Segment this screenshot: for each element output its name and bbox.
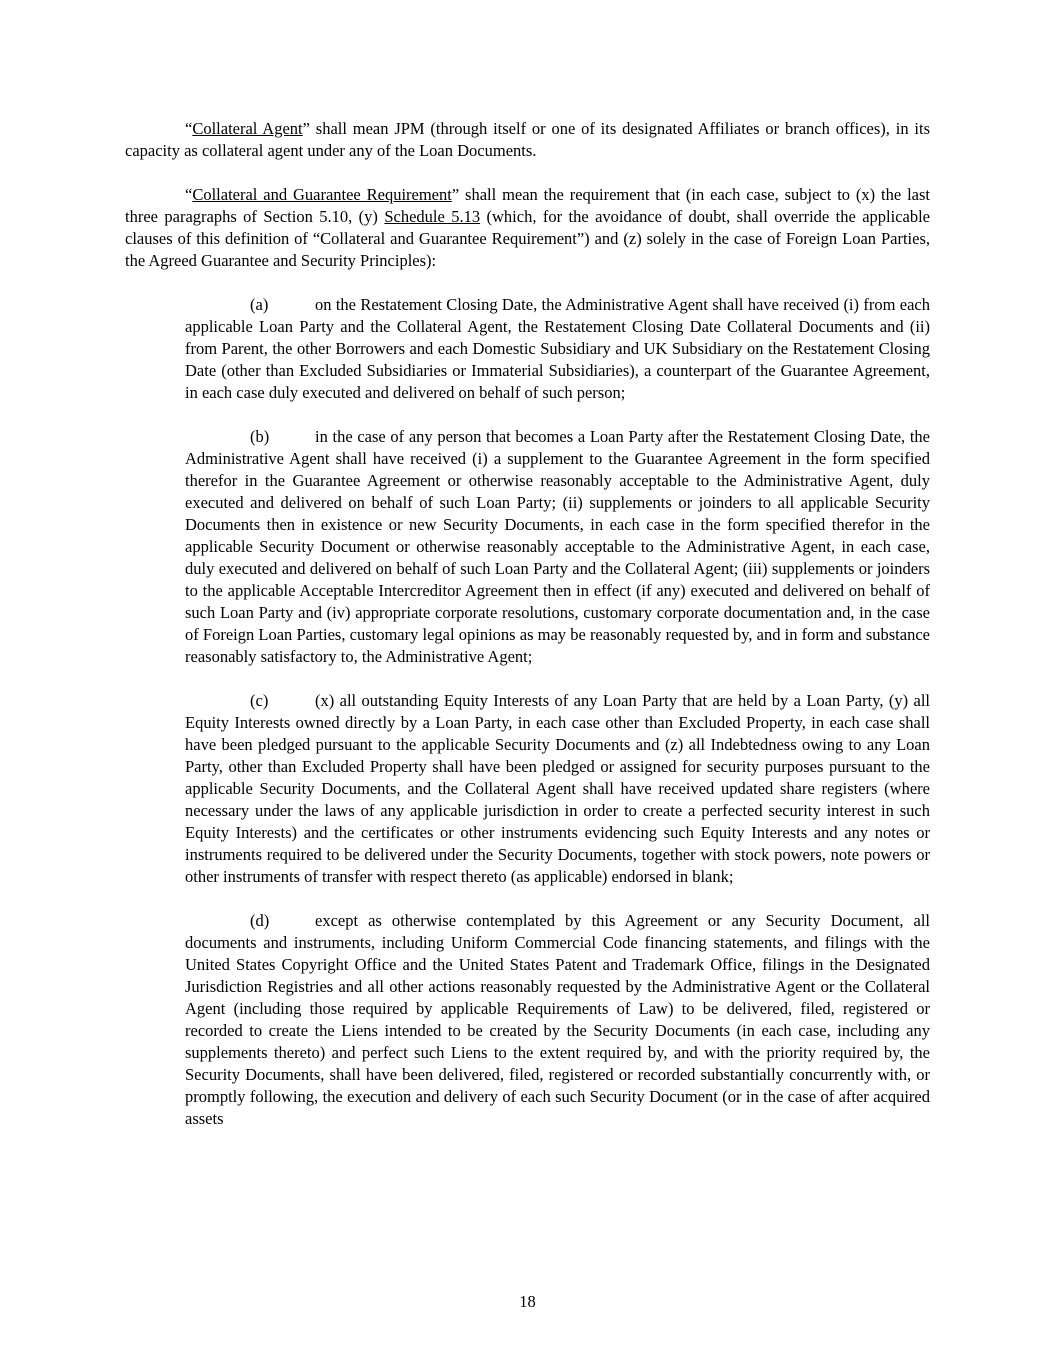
sub-paragraph-label: (a) <box>250 295 269 314</box>
sub-paragraph-label: (c) <box>250 691 269 710</box>
text-run: ” shall mean JPM (through itself or one of its designated Affiliates or branch offices), in its capacity as collateral agent under any of the Loan Documents. <box>125 119 930 160</box>
paragraph <box>125 118 930 162</box>
sub-paragraph-c <box>185 690 930 888</box>
sub-paragraph-label: (b) <box>250 427 270 446</box>
paragraph <box>125 184 930 272</box>
text-run: in the case of any person that becomes a Loan Party after the Restatement Closing Date, the Administrative Agent shall have received (i) a supplement to the Guarantee Agreement in the form specified therefor in the Guarantee Agreement or otherwise reasonably acceptable to the Administrative Agent, duly executed and delivered on behalf of such Loan Party; (ii) supplements or joinders to all applicable Security Documents then in existence or new Security Documents, in each case in the form specified therefor in the applicable Security Document or otherwise reasonably acceptable to the Administrative Agent, in each case, duly executed and delivered on behalf of such Loan Party and the Collateral Agent; (iii) supplements or joinders to the applicable Acceptable Intercreditor Agreement then in effect (if any) executed and delivered on behalf of such Loan Party and (iv) appropriate corporate resolutions, customary corporate documentation and, in the case of Foreign Loan Parties, customary legal opinions as may be reasonably requested by, and in form and substance reasonably satisfactory to, the Administrative Agent; <box>185 427 930 666</box>
sub-paragraph-b <box>185 426 930 668</box>
sub-paragraph-label: (d) <box>250 911 270 930</box>
text-run: except as otherwise contemplated by this Agreement or any Security Document, all documents and instruments, including Uniform Commercial Code financing statements, and filings with the United States Copyright Office and the United States Patent and Trademark Office, filings in the Designated Jurisdiction Registries and all other actions reasonably requested by the Administrative Agent or the Collateral Agent (including those required by applicable Requirements of Law) to be delivered, filed, registered or recorded to create the Liens intended to be created by the Security Documents (in each case, including any supplements thereto) and perfect such Liens to the extent required by, and with the priority required by, the Security Documents, shall have been delivered, filed, registered or recorded substantially concurrently with, or promptly following, the execution and delivery of each such Security Document (or in the case of after acquired assets <box>185 911 930 1128</box>
defined-term: Collateral Agent <box>192 119 303 138</box>
defined-term: Collateral and Guarantee Requirement <box>192 185 452 204</box>
text-run: ” shall mean the requirement that (in each case, subject to (x) the last three paragraphs of Section 5.10, (y) <box>125 185 930 226</box>
text-run: on the Restatement Closing Date, the Administrative Agent shall have received (i) from each applicable Loan Party and the Collateral Agent, the Restatement Closing Date Collateral Documents and (ii) from Parent, the other Borrowers and each Domestic Subsidiary and UK Subsidiary on the Restatement Closing Date (other than Excluded Subsidiaries or Immaterial Subsidiaries), a counterpart of the Guarantee Agreement, in each case duly executed and delivered on behalf of such person; <box>185 295 930 402</box>
page-number: 18 <box>519 1292 536 1311</box>
document-body <box>125 118 930 1130</box>
defined-term: Schedule 5.13 <box>384 207 481 226</box>
text-run: (which, for the avoidance of doubt, shall override the applicable clauses of this definition of “Collateral and Guarantee Requirement”) and (z) solely in the case of Foreign Loan Parties, the Agreed Guarantee and Security Principles): <box>125 207 931 270</box>
text-run: “ <box>185 119 193 138</box>
text-run: (x) all outstanding Equity Interests of any Loan Party that are held by a Loan Party, (y) all Equity Interests owned directly by a Loan Party, in each case other than Excluded Property, in each case shall have been pledged pursuant to the applicable Security Documents and (z) all Indebtedness owing to any Loan Party, other than Excluded Property shall have been pledged or assigned for security purposes pursuant to the applicable Security Documents, and the Collateral Agent shall have received updated share registers (where necessary under the laws of any applicable jurisdiction in order to create a perfected security interest in such Equity Interests) and the certificates or other instruments evidencing such Equity Interests and any notes or instruments required to be delivered under the Security Documents, together with stock powers, note powers or other instruments of transfer with respect thereto (as applicable) endorsed in blank; <box>185 691 930 886</box>
text-run: “ <box>185 185 193 204</box>
sub-paragraph-d <box>185 910 930 1130</box>
sub-paragraph-a <box>185 294 930 404</box>
